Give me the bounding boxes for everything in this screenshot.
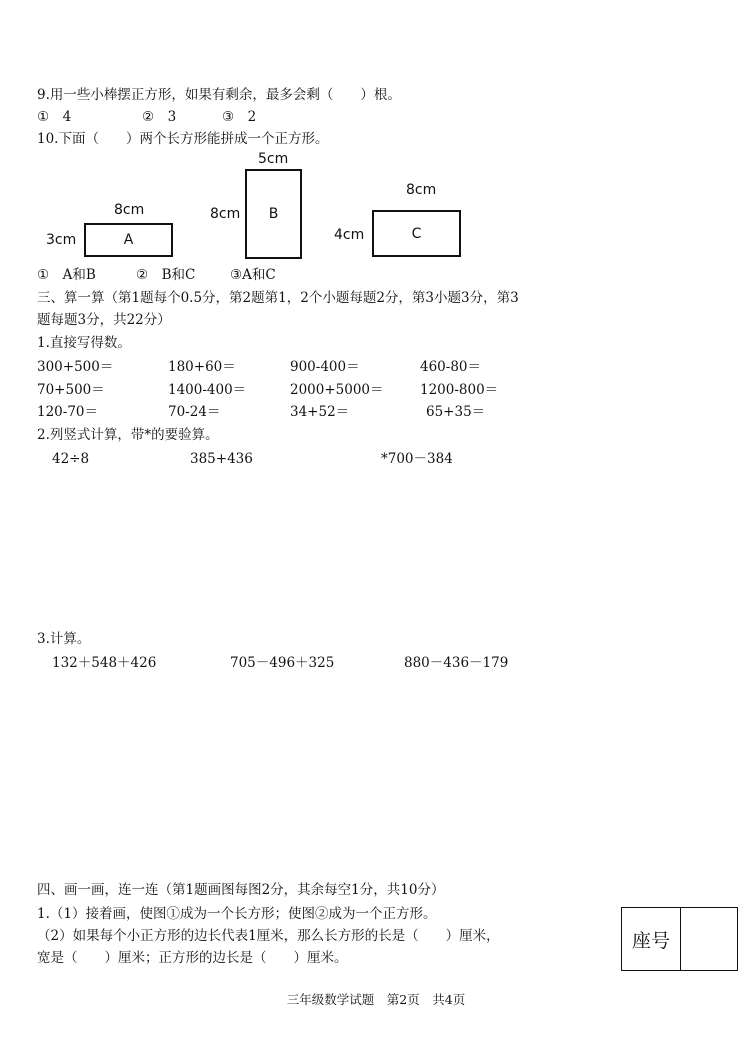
rect-c-height-label: 4cm: [334, 227, 365, 243]
vertical-calc-item: *700－384: [381, 451, 453, 467]
section4-q1-line1: 1.（1）接着画，使图①成为一个长方形；使图②成为一个正方形。: [37, 906, 437, 922]
rect-a-letter: A: [123, 232, 134, 248]
rect-b-height-label: 8cm: [210, 206, 241, 222]
rect-b-letter: B: [268, 206, 279, 222]
calc-item: 300+500＝: [37, 359, 114, 375]
rect-c-letter: C: [411, 225, 422, 242]
calc-item: 70-24＝: [168, 404, 221, 420]
section3-heading-line2: 题每题3分，共22分）: [37, 312, 171, 328]
calc-item: 34+52＝: [290, 404, 350, 420]
calc-item: 900-400＝: [290, 359, 360, 375]
section4-q1-line2: （2）如果每个小正方形的边长代表1厘米，那么长方形的长是（ ）厘米，: [37, 928, 500, 944]
vertical-calc-item: 42÷8: [52, 451, 90, 467]
rectangle-c: [372, 210, 461, 257]
calc-item: 180+60＝: [168, 359, 236, 375]
calc-item: 120-70＝: [37, 404, 99, 420]
rect-a-width-label: 8cm: [114, 202, 145, 218]
q10-question: 10.下面（ ）两个长方形能拼成一个正方形。: [37, 131, 329, 147]
q10-option-2: ② B和C: [136, 267, 196, 283]
rectangle-a: [84, 223, 173, 257]
calc-item: 1200-800＝: [420, 382, 499, 398]
mixed-calc-item: 705－496＋325: [230, 655, 335, 671]
calc-item: 460-80＝: [420, 359, 482, 375]
q10-option-3: ③A和C: [230, 267, 276, 283]
q9-option-3: ③ 2: [222, 109, 257, 125]
calc-item: 65+35＝: [426, 404, 486, 420]
calc-item: 2000+5000＝: [290, 382, 384, 398]
section3-q1-title: 1.直接写得数。: [37, 335, 131, 351]
q9-option-2: ② 3: [142, 109, 177, 125]
seat-number-label: 座号: [622, 908, 681, 970]
seat-number-box: [621, 907, 738, 971]
rect-b-width-label: 5cm: [258, 151, 289, 167]
mixed-calc-item: 132＋548＋426: [52, 655, 157, 671]
rect-a-height-label: 3cm: [46, 232, 77, 248]
page-footer: 三年级数学试题 第2页 共4页: [286, 992, 466, 1007]
rect-c-width-label: 8cm: [406, 182, 437, 198]
section3-q2-title: 2.列竖式计算，带*的要验算。: [37, 427, 219, 443]
section3-heading-line1: 三、算一算（第1题每个0.5分，第2题第1，2个小题每题2分，第3小题3分，第3: [37, 290, 519, 306]
section3-q3-title: 3.计算。: [37, 631, 91, 647]
q9-question: 9.用一些小棒摆正方形，如果有剩余，最多会剩（ ）根。: [37, 87, 401, 103]
q10-option-1: ① A和B: [37, 267, 96, 283]
section4-q1-line3: 宽是（ ）厘米；正方形的边长是（ ）厘米。: [37, 950, 348, 966]
mixed-calc-item: 880－436－179: [404, 655, 509, 671]
vertical-calc-item: 385+436: [190, 451, 253, 467]
q9-option-1: ① 4: [37, 109, 72, 125]
calc-item: 70+500＝: [37, 382, 105, 398]
calc-item: 1400-400＝: [168, 382, 247, 398]
rectangle-b: [245, 169, 302, 259]
section4-heading: 四、画一画，连一连（第1题画图每图2分，其余每空1分，共10分）: [37, 882, 445, 898]
